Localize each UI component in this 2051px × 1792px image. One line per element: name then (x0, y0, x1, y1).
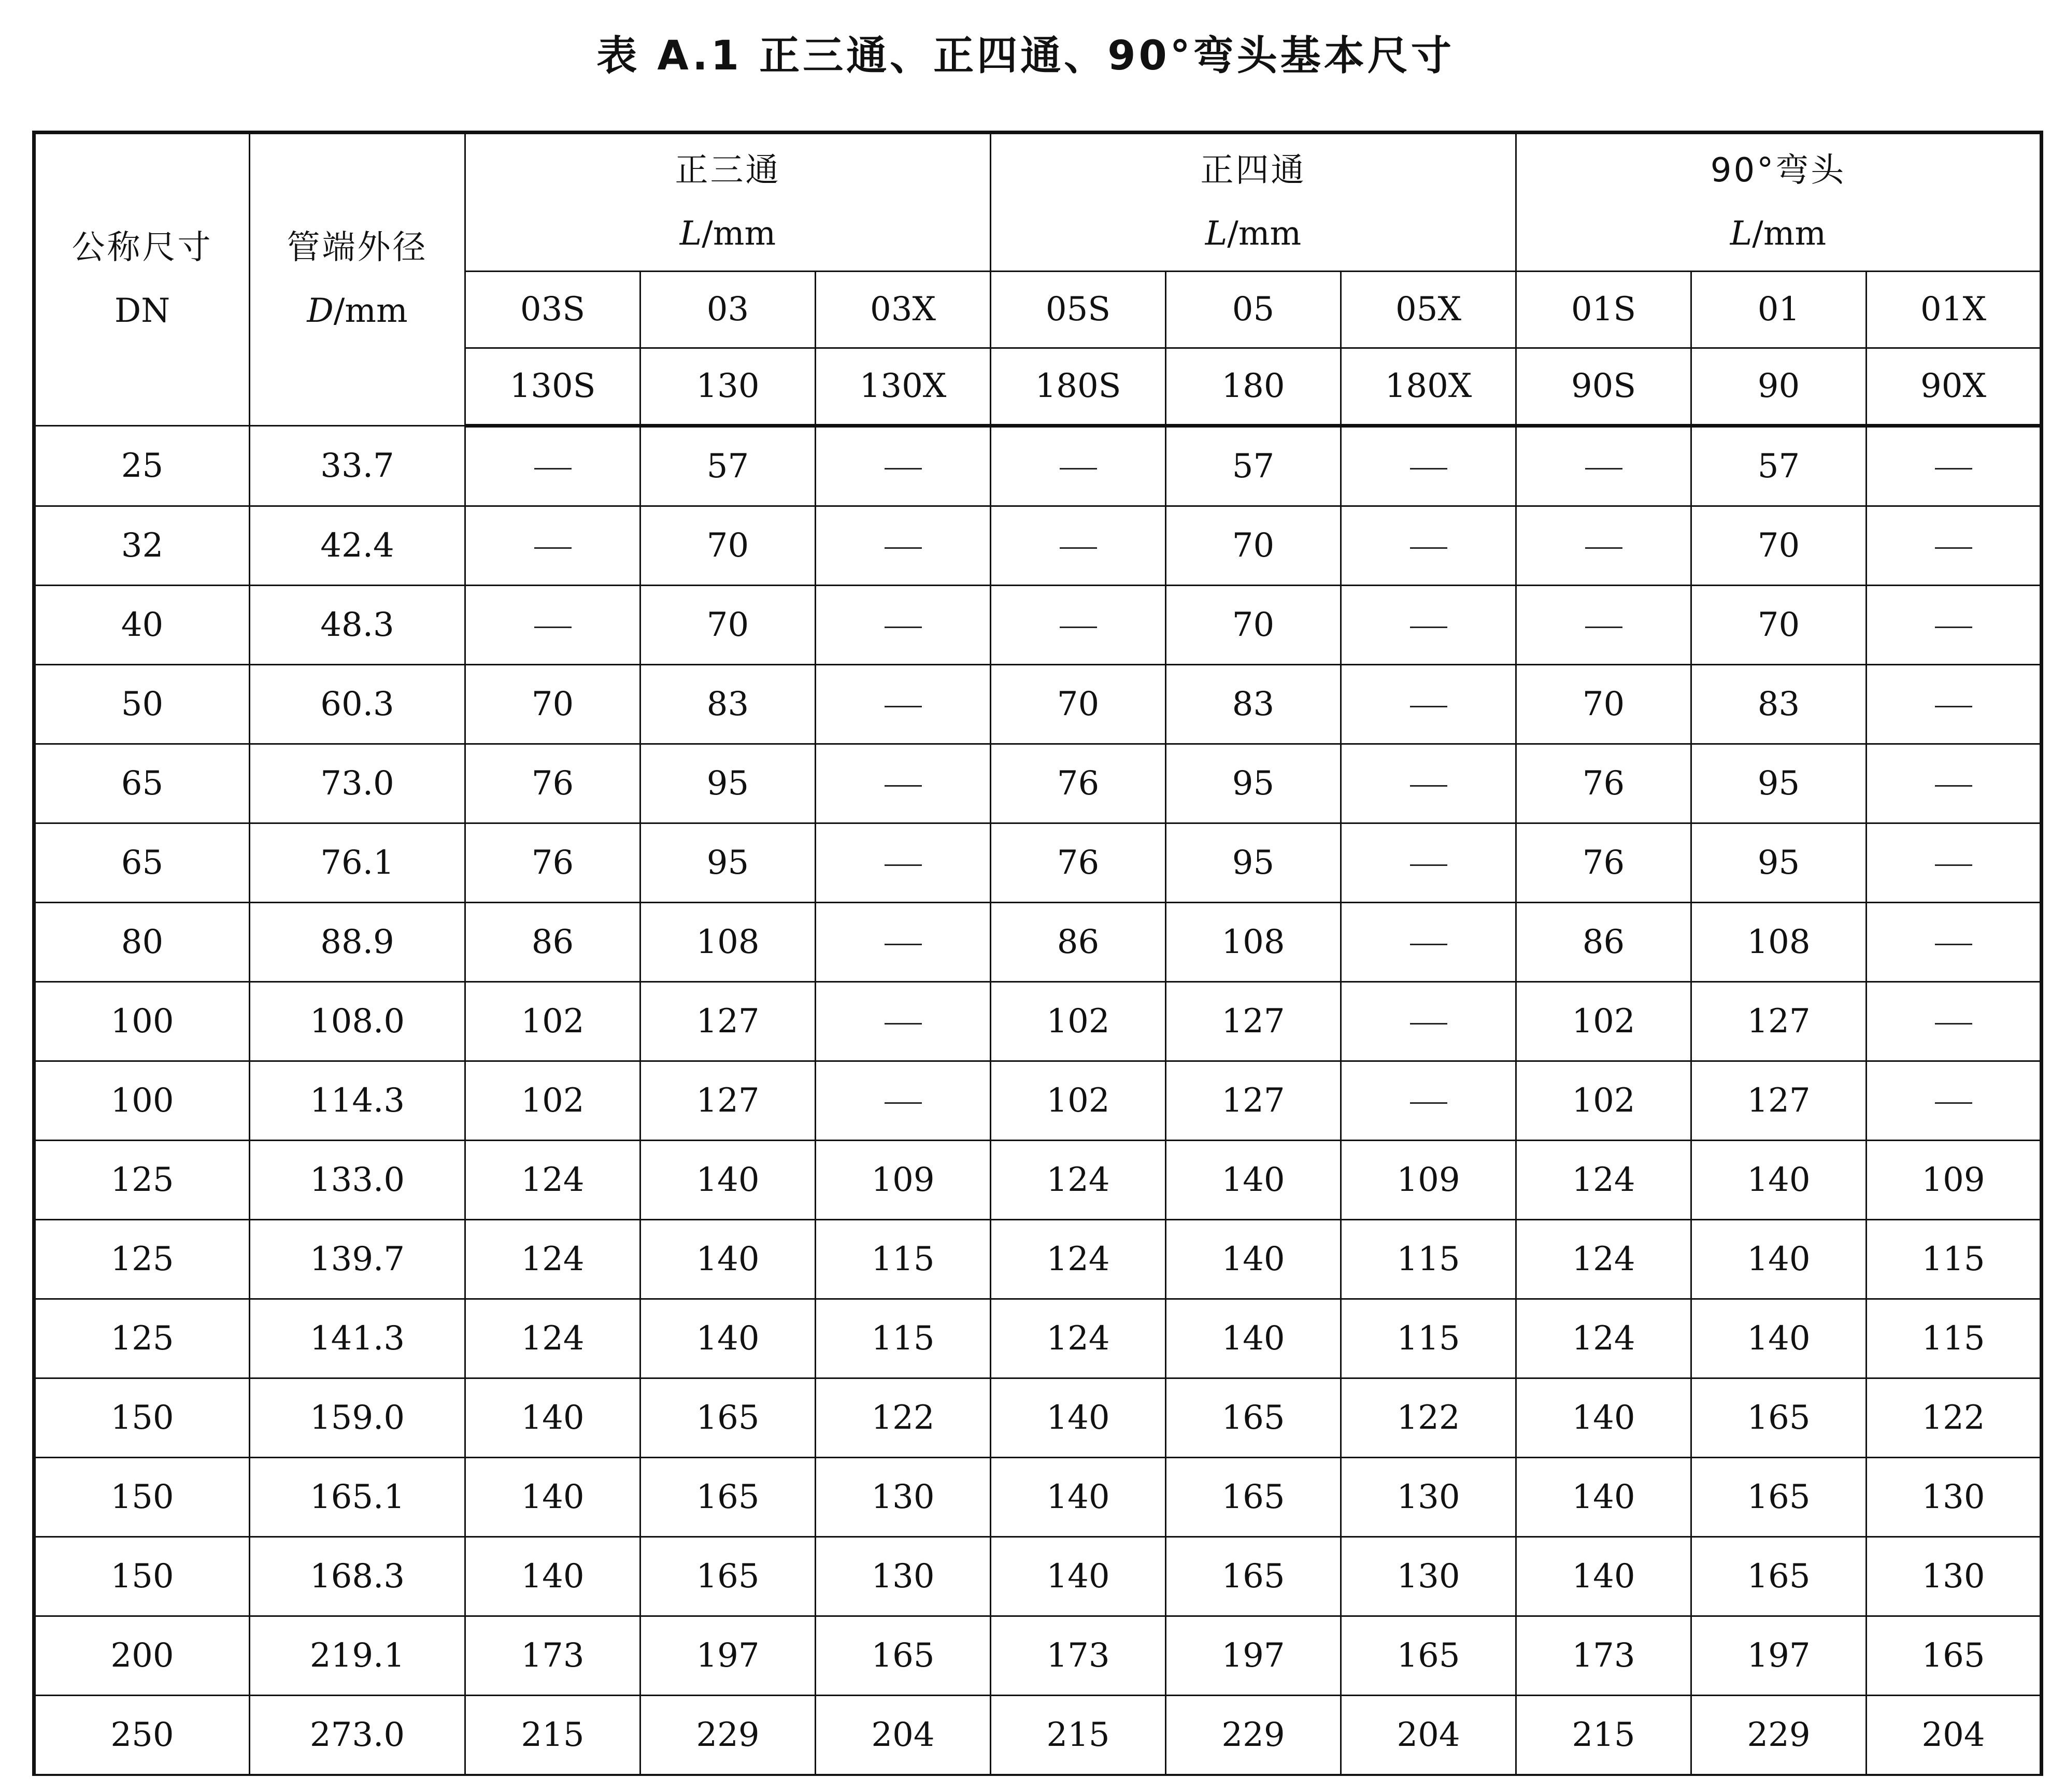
cell-outer-diameter: 133.0 (250, 1141, 465, 1220)
table-body (34, 426, 2042, 1775)
table-row (34, 1537, 2042, 1616)
cell-elbow-01s: 173 (1516, 1616, 1691, 1696)
empty-dash (885, 1023, 922, 1025)
empty-dash (885, 944, 922, 945)
alt-code-header: 130S (465, 348, 640, 426)
cell-cross-05s: 102 (991, 1061, 1166, 1141)
cell-elbow-01s: 70 (1516, 665, 1691, 744)
cell-elbow-01: 83 (1691, 665, 1867, 744)
cell-tee-03: 140 (640, 1141, 816, 1220)
cell-dn: 65 (34, 744, 250, 823)
cell-elbow-01x: 165 (1867, 1616, 2042, 1696)
empty-dash (1935, 1023, 1972, 1025)
group-unit-var: L (1205, 214, 1228, 253)
alt-code-header: 90 (1691, 348, 1867, 426)
cell-tee-03: 70 (640, 506, 816, 586)
cell-elbow-01x (1867, 426, 2042, 506)
cell-elbow-01x (1867, 903, 2042, 982)
cell-outer-diameter: 108.0 (250, 982, 465, 1061)
cell-tee-03: 165 (640, 1537, 816, 1616)
cell-tee-03x: 115 (816, 1299, 991, 1378)
cell-tee-03x (816, 823, 991, 903)
empty-dash (885, 785, 922, 787)
cell-cross-05: 70 (1166, 586, 1341, 665)
cell-cross-05x: 130 (1341, 1537, 1516, 1616)
group-name: 正四通 (1200, 151, 1306, 190)
cell-elbow-01s (1516, 506, 1691, 586)
cell-outer-diameter: 219.1 (250, 1616, 465, 1696)
cell-tee-03x: 122 (816, 1378, 991, 1458)
cell-dn: 150 (34, 1458, 250, 1537)
cell-tee-03: 140 (640, 1299, 816, 1378)
cell-elbow-01s (1516, 426, 1691, 506)
cell-cross-05x: 122 (1341, 1378, 1516, 1458)
cell-tee-03x (816, 665, 991, 744)
empty-dash (885, 627, 922, 628)
cell-cross-05x: 115 (1341, 1220, 1516, 1299)
empty-dash (1935, 944, 1972, 945)
code-header: 01 (1691, 272, 1867, 348)
cell-cross-05: 83 (1166, 665, 1341, 744)
group-name: 90°弯头 (1710, 151, 1846, 190)
cell-tee-03: 95 (640, 823, 816, 903)
code-header: 01S (1516, 272, 1691, 348)
cell-cross-05: 229 (1166, 1696, 1341, 1775)
cell-outer-diameter: 73.0 (250, 744, 465, 823)
dn-header-label: 公称尺寸 (72, 228, 213, 267)
cell-dn: 80 (34, 903, 250, 982)
cell-tee-03: 57 (640, 426, 816, 506)
table-row (34, 1141, 2042, 1220)
cell-elbow-01s: 76 (1516, 823, 1691, 903)
cell-cross-05: 165 (1166, 1378, 1341, 1458)
empty-dash (1935, 1102, 1972, 1104)
cell-outer-diameter: 88.9 (250, 903, 465, 982)
cell-tee-03x: 109 (816, 1141, 991, 1220)
cell-elbow-01x (1867, 982, 2042, 1061)
group-unit-var: L (1730, 214, 1753, 253)
cell-dn: 125 (34, 1299, 250, 1378)
cell-tee-03s: 124 (465, 1220, 640, 1299)
cell-elbow-01s: 124 (1516, 1299, 1691, 1378)
cell-elbow-01: 57 (1691, 426, 1867, 506)
empty-dash (1935, 547, 1972, 549)
cell-cross-05x: 115 (1341, 1299, 1516, 1378)
cell-elbow-01: 95 (1691, 744, 1867, 823)
empty-dash (1410, 785, 1447, 787)
empty-dash (1585, 547, 1622, 549)
cell-cross-05s: 102 (991, 982, 1166, 1061)
cell-outer-diameter: 114.3 (250, 1061, 465, 1141)
table-header (34, 133, 2042, 426)
cell-cross-05s (991, 586, 1166, 665)
cell-cross-05s: 140 (991, 1458, 1166, 1537)
cell-cross-05: 197 (1166, 1616, 1341, 1696)
cell-tee-03s: 76 (465, 823, 640, 903)
cell-outer-diameter: 139.7 (250, 1220, 465, 1299)
empty-dash (1410, 706, 1447, 707)
cell-tee-03x (816, 982, 991, 1061)
cell-dn: 125 (34, 1141, 250, 1220)
cell-dn: 32 (34, 506, 250, 586)
cell-tee-03x (816, 1061, 991, 1141)
cell-cross-05: 70 (1166, 506, 1341, 586)
group-unit-text: /mm (702, 214, 776, 253)
table-row (34, 506, 2042, 586)
cell-outer-diameter: 141.3 (250, 1299, 465, 1378)
alt-code-header: 180X (1341, 348, 1516, 426)
cell-cross-05x: 165 (1341, 1616, 1516, 1696)
cell-dn: 200 (34, 1616, 250, 1696)
cell-tee-03s: 124 (465, 1299, 640, 1378)
empty-dash (534, 547, 572, 549)
cell-outer-diameter: 42.4 (250, 506, 465, 586)
cell-dn: 150 (34, 1537, 250, 1616)
cell-elbow-01s: 140 (1516, 1537, 1691, 1616)
cell-elbow-01s: 102 (1516, 1061, 1691, 1141)
dimensions-table (32, 131, 2043, 1776)
empty-dash (1935, 627, 1972, 628)
cell-outer-diameter: 165.1 (250, 1458, 465, 1537)
cell-cross-05: 140 (1166, 1299, 1341, 1378)
table-row (34, 1378, 2042, 1458)
code-header: 03S (465, 272, 640, 348)
group-unit-text: /mm (1227, 214, 1302, 253)
cell-cross-05: 127 (1166, 1061, 1341, 1141)
table-row (34, 1299, 2042, 1378)
cell-outer-diameter: 159.0 (250, 1378, 465, 1458)
cell-elbow-01x (1867, 586, 2042, 665)
table-row (34, 1696, 2042, 1775)
dn-header (34, 133, 250, 426)
cell-cross-05: 57 (1166, 426, 1341, 506)
cell-tee-03: 127 (640, 1061, 816, 1141)
cell-elbow-01: 95 (1691, 823, 1867, 903)
code-header: 01X (1867, 272, 2042, 348)
cell-elbow-01: 140 (1691, 1299, 1867, 1378)
cell-tee-03x (816, 426, 991, 506)
cell-elbow-01x: 130 (1867, 1537, 2042, 1616)
cell-tee-03: 83 (640, 665, 816, 744)
empty-dash (885, 864, 922, 866)
cell-cross-05s: 173 (991, 1616, 1166, 1696)
cell-tee-03s: 140 (465, 1458, 640, 1537)
code-header: 05S (991, 272, 1166, 348)
cell-elbow-01s: 140 (1516, 1458, 1691, 1537)
cell-elbow-01s (1516, 586, 1691, 665)
cell-elbow-01x: 122 (1867, 1378, 2042, 1458)
empty-dash (1410, 1102, 1447, 1104)
cell-cross-05x (1341, 586, 1516, 665)
cell-dn: 100 (34, 1061, 250, 1141)
cell-elbow-01x (1867, 744, 2042, 823)
empty-dash (1585, 627, 1622, 628)
cell-dn: 65 (34, 823, 250, 903)
cell-cross-05s: 70 (991, 665, 1166, 744)
empty-dash (534, 627, 572, 628)
group-unit-var: L (679, 214, 702, 253)
cell-elbow-01: 165 (1691, 1537, 1867, 1616)
group-name: 正三通 (675, 151, 781, 190)
cell-elbow-01: 165 (1691, 1458, 1867, 1537)
cell-tee-03: 108 (640, 903, 816, 982)
code-header: 03X (816, 272, 991, 348)
group-header-elbow (1516, 133, 2042, 272)
cell-elbow-01: 70 (1691, 506, 1867, 586)
cell-tee-03x (816, 586, 991, 665)
cell-dn: 125 (34, 1220, 250, 1299)
table-row (34, 1458, 2042, 1537)
cell-dn: 40 (34, 586, 250, 665)
cell-cross-05s: 124 (991, 1220, 1166, 1299)
cell-tee-03x: 165 (816, 1616, 991, 1696)
cell-outer-diameter: 76.1 (250, 823, 465, 903)
cell-outer-diameter: 168.3 (250, 1537, 465, 1616)
cell-cross-05: 165 (1166, 1458, 1341, 1537)
empty-dash (1060, 468, 1097, 470)
cell-tee-03x: 204 (816, 1696, 991, 1775)
cell-elbow-01: 127 (1691, 982, 1867, 1061)
cell-dn: 100 (34, 982, 250, 1061)
group-header-cross (991, 133, 1516, 272)
cell-elbow-01x: 109 (1867, 1141, 2042, 1220)
alt-code-header: 180 (1166, 348, 1341, 426)
cell-elbow-01s: 140 (1516, 1378, 1691, 1458)
cell-cross-05s (991, 426, 1166, 506)
cell-elbow-01x: 115 (1867, 1299, 2042, 1378)
cell-tee-03x: 115 (816, 1220, 991, 1299)
cell-elbow-01: 197 (1691, 1616, 1867, 1696)
cell-tee-03s: 124 (465, 1141, 640, 1220)
cell-elbow-01x (1867, 506, 2042, 586)
cell-elbow-01: 229 (1691, 1696, 1867, 1775)
empty-dash (1410, 864, 1447, 866)
empty-dash (1935, 706, 1972, 707)
cell-tee-03: 70 (640, 586, 816, 665)
table-row (34, 744, 2042, 823)
table-row (34, 903, 2042, 982)
cell-tee-03x: 130 (816, 1537, 991, 1616)
cell-cross-05: 95 (1166, 744, 1341, 823)
cell-tee-03: 229 (640, 1696, 816, 1775)
cell-elbow-01: 127 (1691, 1061, 1867, 1141)
cell-elbow-01x (1867, 665, 2042, 744)
table-row (34, 823, 2042, 903)
group-unit (991, 203, 1515, 266)
cell-cross-05s: 86 (991, 903, 1166, 982)
alt-code-header: 180S (991, 348, 1166, 426)
cell-tee-03: 165 (640, 1378, 816, 1458)
cell-outer-diameter: 48.3 (250, 586, 465, 665)
cell-elbow-01s: 102 (1516, 982, 1691, 1061)
empty-dash (1410, 627, 1447, 628)
empty-dash (885, 706, 922, 707)
empty-dash (1935, 468, 1972, 470)
cell-cross-05x: 109 (1341, 1141, 1516, 1220)
cell-cross-05: 140 (1166, 1141, 1341, 1220)
cell-elbow-01s: 76 (1516, 744, 1691, 823)
empty-dash (1060, 547, 1097, 549)
od-header-unit (250, 280, 464, 343)
cell-elbow-01: 140 (1691, 1141, 1867, 1220)
empty-dash (885, 468, 922, 470)
cell-tee-03x (816, 744, 991, 823)
cell-elbow-01x (1867, 1061, 2042, 1141)
cell-cross-05s: 124 (991, 1141, 1166, 1220)
cell-cross-05x: 204 (1341, 1696, 1516, 1775)
cell-outer-diameter: 33.7 (250, 426, 465, 506)
group-header-tee (465, 133, 991, 272)
table-row (34, 426, 2042, 506)
cell-elbow-01s: 124 (1516, 1220, 1691, 1299)
cell-elbow-01: 165 (1691, 1378, 1867, 1458)
cell-cross-05x (1341, 426, 1516, 506)
cell-tee-03s: 86 (465, 903, 640, 982)
cell-outer-diameter: 273.0 (250, 1696, 465, 1775)
cell-cross-05x (1341, 1061, 1516, 1141)
alt-code-header: 130X (816, 348, 991, 426)
cell-tee-03s: 102 (465, 1061, 640, 1141)
cell-cross-05s: 124 (991, 1299, 1166, 1378)
alt-code-header: 90S (1516, 348, 1691, 426)
cell-cross-05s (991, 506, 1166, 586)
cell-cross-05: 165 (1166, 1537, 1341, 1616)
alt-code-header: 90X (1867, 348, 2042, 426)
empty-dash (534, 468, 572, 470)
cell-tee-03s (465, 586, 640, 665)
cell-tee-03s: 140 (465, 1537, 640, 1616)
table-row (34, 1616, 2042, 1696)
cell-elbow-01s: 86 (1516, 903, 1691, 982)
cell-tee-03: 140 (640, 1220, 816, 1299)
cell-tee-03s (465, 506, 640, 586)
empty-dash (1060, 627, 1097, 628)
cell-tee-03s: 102 (465, 982, 640, 1061)
cell-elbow-01: 108 (1691, 903, 1867, 982)
cell-elbow-01: 70 (1691, 586, 1867, 665)
cell-cross-05x (1341, 506, 1516, 586)
cell-elbow-01x: 204 (1867, 1696, 2042, 1775)
cell-tee-03x (816, 903, 991, 982)
od-header-unit-text: /mm (333, 291, 408, 330)
code-header: 03 (640, 272, 816, 348)
od-header-label: 管端外径 (287, 228, 428, 267)
group-unit (466, 203, 990, 266)
cell-cross-05: 108 (1166, 903, 1341, 982)
table-row (34, 665, 2042, 744)
cell-dn: 150 (34, 1378, 250, 1458)
cell-cross-05x (1341, 744, 1516, 823)
cell-dn: 25 (34, 426, 250, 506)
empty-dash (1410, 547, 1447, 549)
code-header: 05 (1166, 272, 1341, 348)
cell-elbow-01s: 124 (1516, 1141, 1691, 1220)
cell-elbow-01x (1867, 823, 2042, 903)
empty-dash (1935, 785, 1972, 787)
cell-dn: 50 (34, 665, 250, 744)
group-unit-text: /mm (1752, 214, 1827, 253)
cell-tee-03x: 130 (816, 1458, 991, 1537)
cell-outer-diameter: 60.3 (250, 665, 465, 744)
cell-cross-05s: 76 (991, 823, 1166, 903)
table-row (34, 982, 2042, 1061)
empty-dash (1585, 468, 1622, 470)
cell-cross-05: 127 (1166, 982, 1341, 1061)
empty-dash (1410, 468, 1447, 470)
cell-dn: 250 (34, 1696, 250, 1775)
cell-tee-03s (465, 426, 640, 506)
cell-tee-03: 165 (640, 1458, 816, 1537)
cell-cross-05: 140 (1166, 1220, 1341, 1299)
cell-tee-03s: 76 (465, 744, 640, 823)
cell-tee-03s: 173 (465, 1616, 640, 1696)
cell-cross-05x (1341, 982, 1516, 1061)
alt-code-header: 130 (640, 348, 816, 426)
cell-elbow-01: 140 (1691, 1220, 1867, 1299)
cell-elbow-01x: 130 (1867, 1458, 2042, 1537)
table-row (34, 1061, 2042, 1141)
od-header (250, 133, 465, 426)
cell-cross-05x (1341, 665, 1516, 744)
cell-cross-05x (1341, 823, 1516, 903)
cell-cross-05: 95 (1166, 823, 1341, 903)
cell-tee-03s: 70 (465, 665, 640, 744)
cell-cross-05x: 130 (1341, 1458, 1516, 1537)
cell-cross-05x (1341, 903, 1516, 982)
cell-tee-03: 197 (640, 1616, 816, 1696)
empty-dash (1935, 864, 1972, 866)
code-header: 05X (1341, 272, 1516, 348)
cell-tee-03s: 215 (465, 1696, 640, 1775)
dn-header-sub: DN (114, 291, 170, 330)
table-row (34, 586, 2042, 665)
cell-tee-03s: 140 (465, 1378, 640, 1458)
cell-elbow-01x: 115 (1867, 1220, 2042, 1299)
empty-dash (1410, 944, 1447, 945)
empty-dash (885, 1102, 922, 1104)
cell-cross-05s: 215 (991, 1696, 1166, 1775)
empty-dash (1410, 1023, 1447, 1025)
cell-tee-03: 127 (640, 982, 816, 1061)
table-title: 表 A.1 正三通、正四通、90°弯头基本尺寸 (596, 33, 1455, 79)
cell-cross-05s: 76 (991, 744, 1166, 823)
cell-tee-03: 95 (640, 744, 816, 823)
empty-dash (885, 547, 922, 549)
group-unit (1517, 203, 2040, 266)
cell-tee-03x (816, 506, 991, 586)
cell-elbow-01s: 215 (1516, 1696, 1691, 1775)
cell-cross-05s: 140 (991, 1378, 1166, 1458)
table-row (34, 1220, 2042, 1299)
cell-cross-05s: 140 (991, 1537, 1166, 1616)
od-header-var: D (307, 291, 334, 330)
